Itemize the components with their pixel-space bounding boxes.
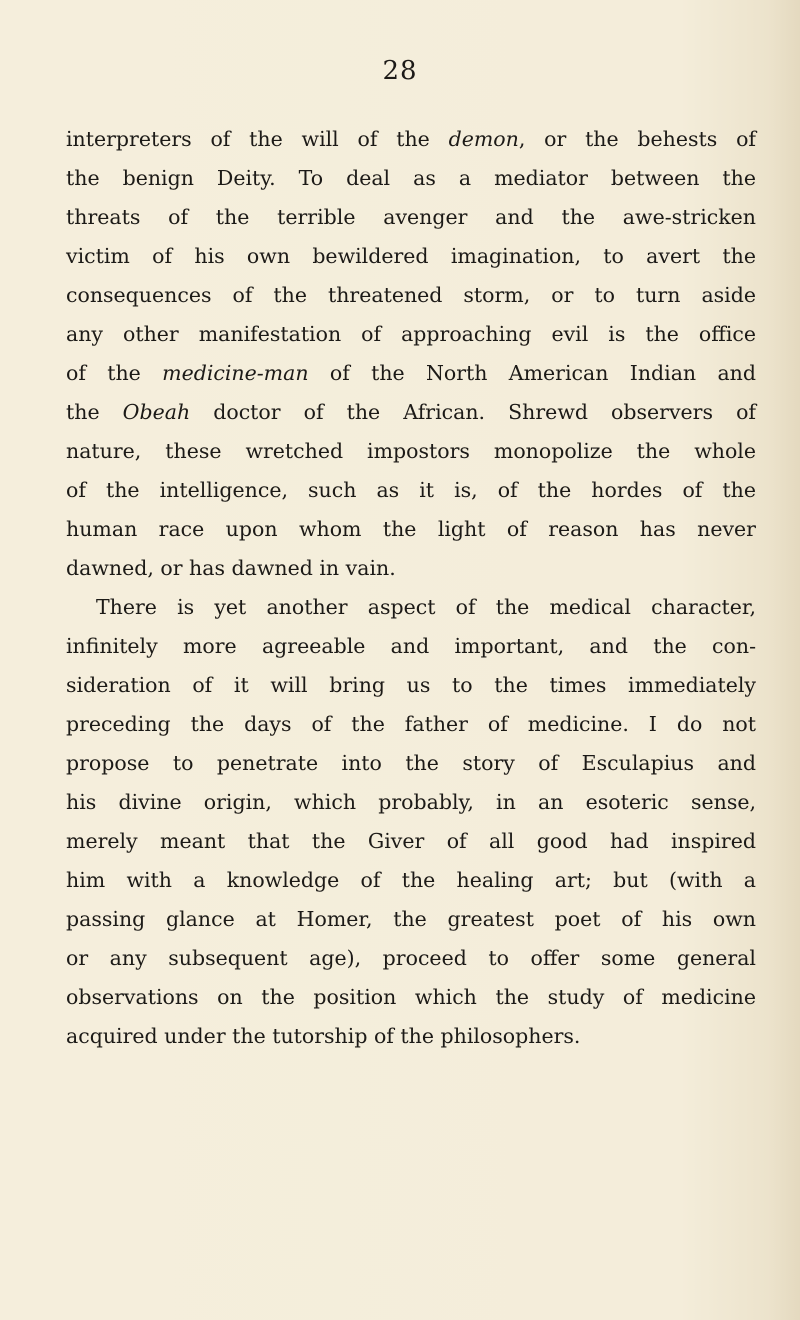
text-line: of the medicine-man of the North American Indian and (66, 361, 756, 385)
text-line: the benign Deity. To deal as a mediator between the (66, 166, 756, 190)
text-line: infinitely more agreeable and important, and the con- (66, 634, 756, 658)
text-line: interpreters of the will of the demon, or the behests of (66, 127, 756, 151)
text-line: victim of his own bewildered imagination, to avert the (66, 244, 756, 268)
page-number: 28 (382, 56, 418, 86)
text-line: the Obeah doctor of the African. Shrewd observers of (66, 400, 757, 424)
text-line: of the intelligence, such as it is, of the hordes of the (66, 478, 756, 502)
text-line-paragraph-end: acquired under the tutorship of the philosophers. (66, 1024, 581, 1048)
text-line: nature, these wretched impostors monopolize the whole (66, 439, 756, 463)
text-line: or any subsequent age), proceed to offer some general (66, 946, 756, 970)
text-line: human race upon whom the light of reason has never (66, 517, 756, 541)
text-line: any other manifestation of approaching evil is the office (66, 322, 756, 346)
text-line: preceding the days of the father of medicine. I do not (66, 712, 756, 736)
text-line: observations on the position which the study of medicine (66, 985, 756, 1009)
text-line: threats of the terrible avenger and the awe-stricken (66, 205, 756, 229)
text-line-paragraph-start: There is yet another aspect of the medical character, (96, 595, 756, 619)
text-line: him with a knowledge of the healing art; but (with a (66, 868, 756, 892)
text-line: merely meant that the Giver of all good had inspired (66, 829, 756, 853)
body-text (66, 120, 756, 1056)
text-line: consequences of the threatened storm, or to turn aside (66, 283, 756, 307)
text-line: passing glance at Homer, the greatest poet of his own (66, 907, 756, 931)
text-line: sideration of it will bring us to the times immediately (66, 673, 756, 697)
text-line-paragraph-end: dawned, or has dawned in vain. (66, 556, 396, 580)
text-line: propose to penetrate into the story of Esculapius and (66, 751, 756, 775)
text-line: his divine origin, which probably, in an esoteric sense, (66, 790, 756, 814)
